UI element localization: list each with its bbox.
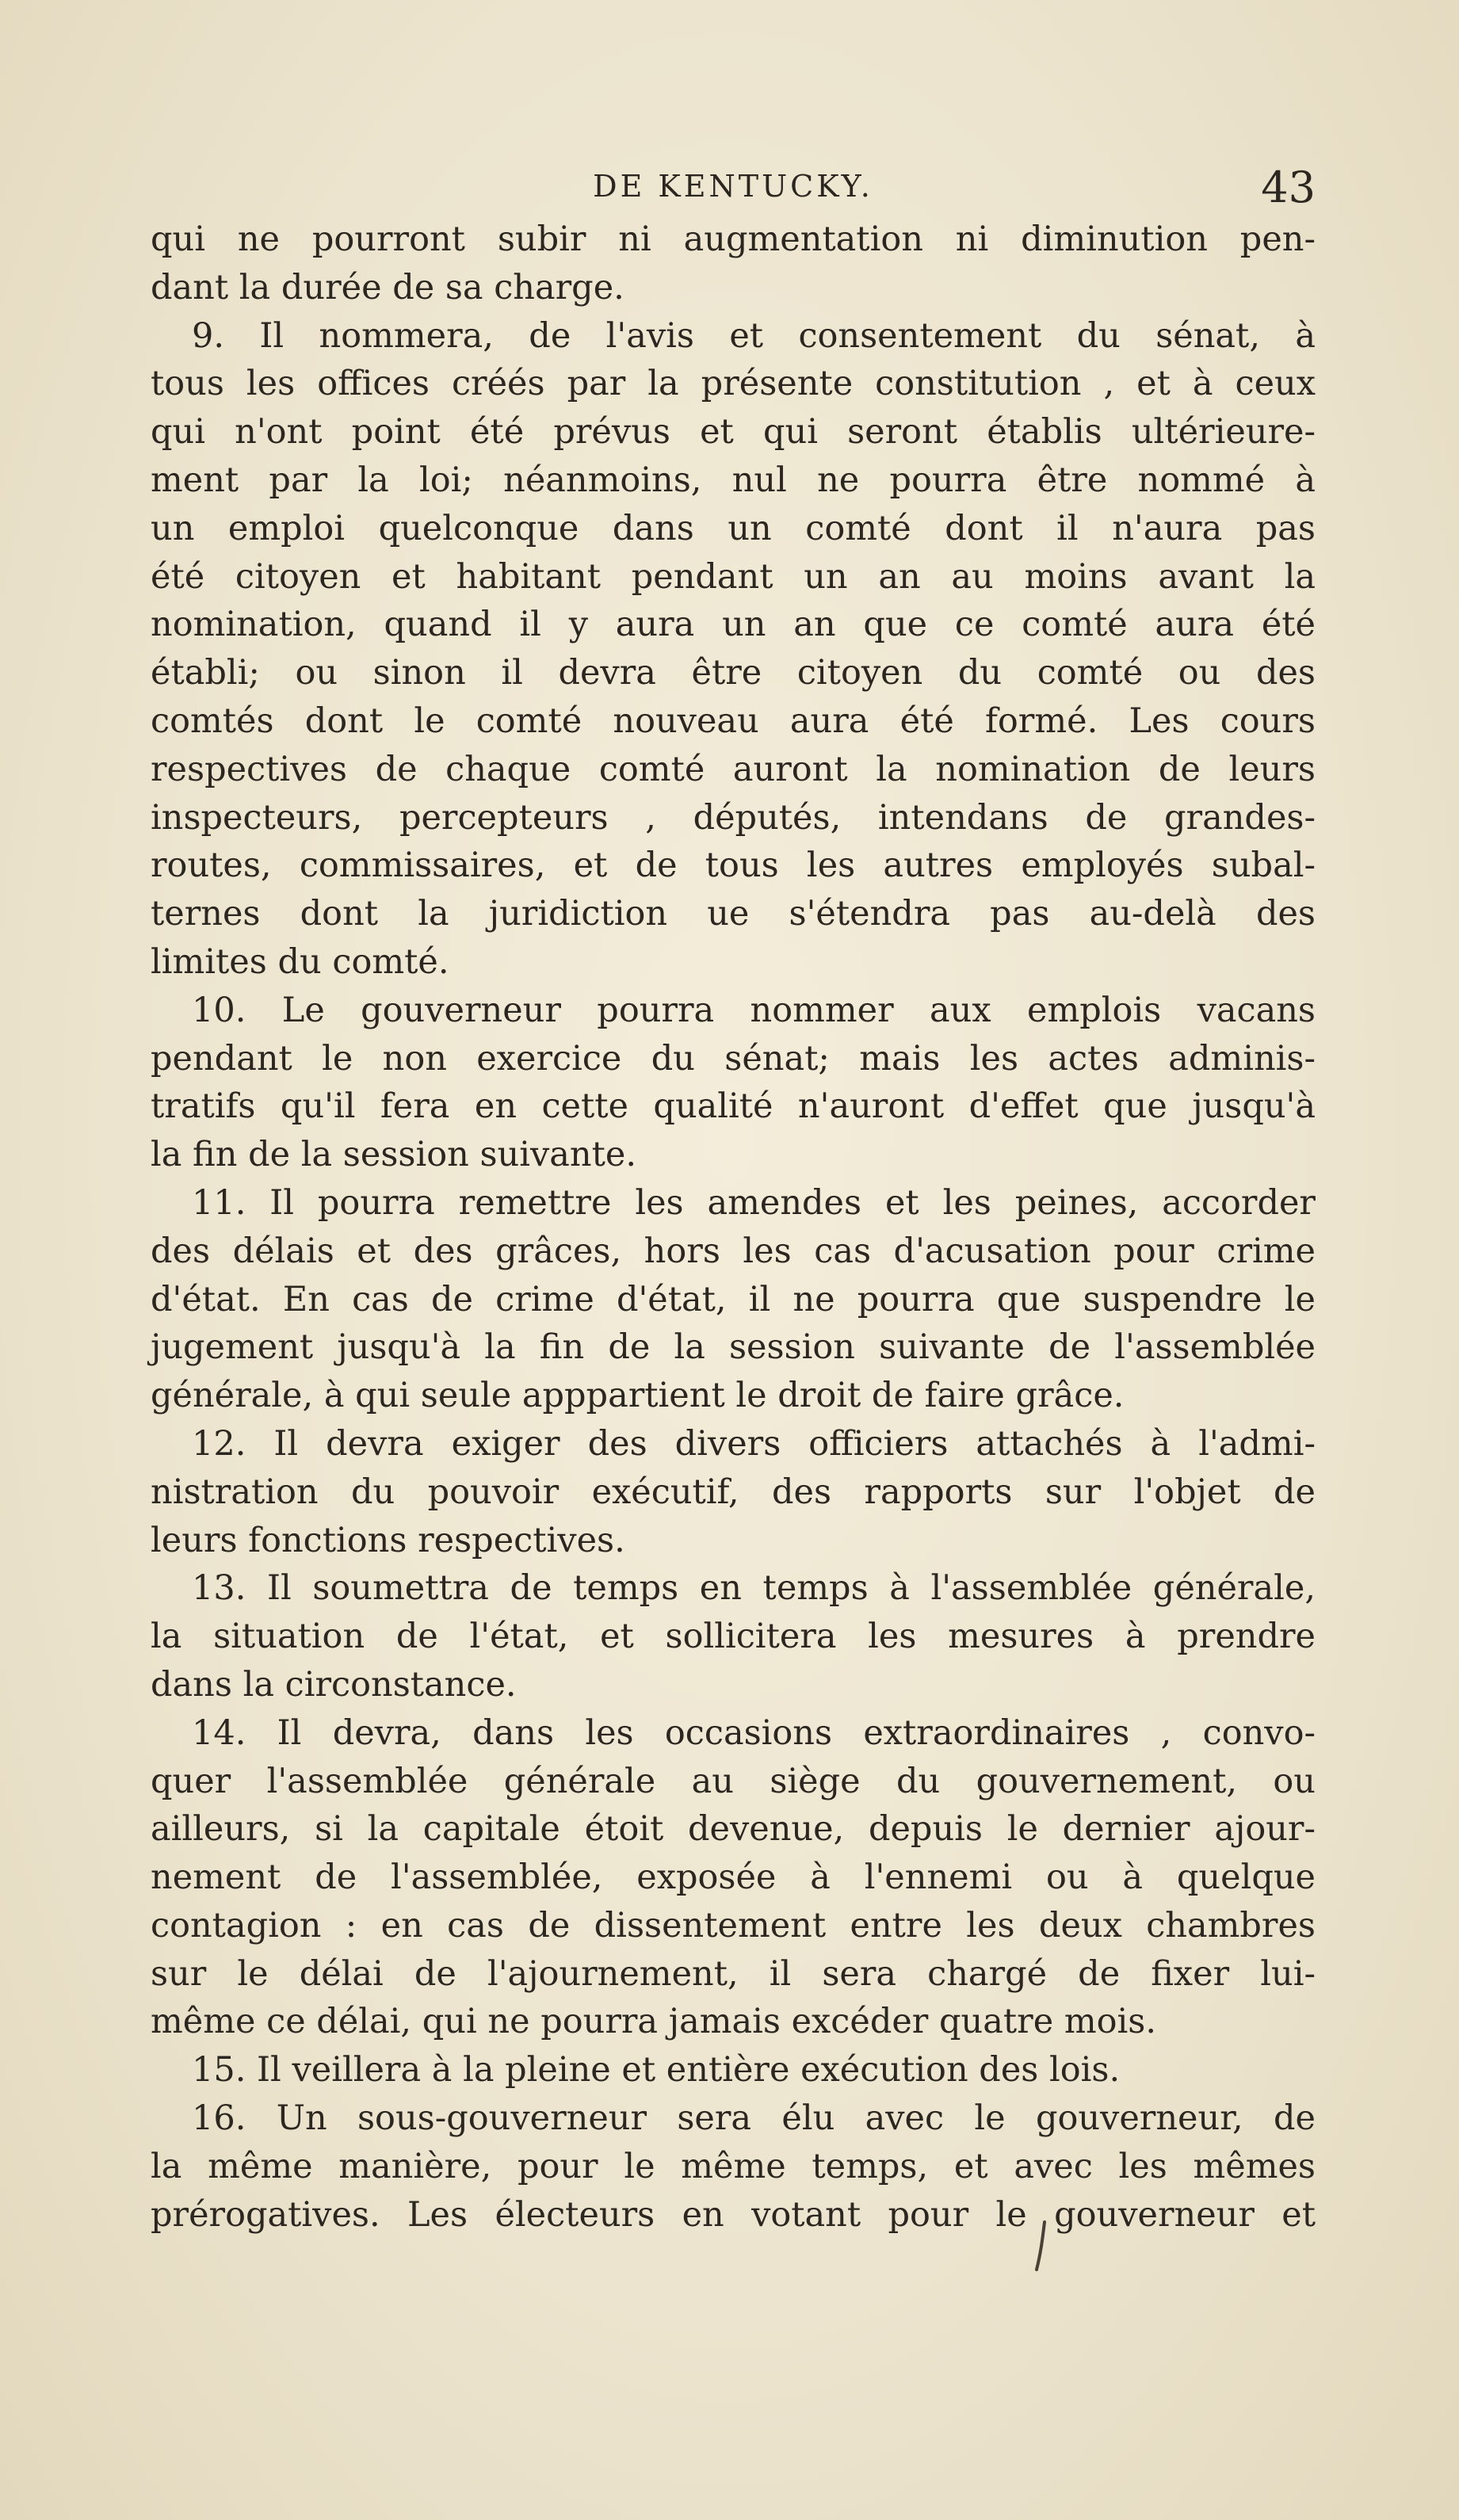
text-line: 15. Il veillera à la pleine et entière exécution des lois. bbox=[192, 2050, 1121, 2090]
text-line: la situation de l'état, et sollicitera les mesures à prendre bbox=[151, 1617, 1316, 1657]
text-line: d'état. En cas de crime d'état, il ne pourra que suspendre le bbox=[151, 1279, 1316, 1319]
text-line: 14. Il devra, dans les occasions extraordinaires , convo- bbox=[192, 1712, 1316, 1753]
text-line: nistration du pouvoir exécutif, des rapports sur l'objet de bbox=[151, 1472, 1316, 1512]
text-line: ailleurs, si la capitale étoit devenue, depuis le dernier ajour- bbox=[151, 1809, 1316, 1850]
text-line: des délais et des grâces, hors les cas d'acusation pour crime bbox=[151, 1231, 1316, 1271]
text-line: ternes dont la juridiction ue s'étendra pas au-delà des bbox=[151, 894, 1316, 934]
text-line: tratifs qu'il fera en cette qualité n'auront d'effet que jusqu'à bbox=[151, 1086, 1316, 1127]
text-line: 12. Il devra exiger des divers officiers attachés à l'admi- bbox=[192, 1423, 1316, 1464]
text-line: quer l'assemblée générale au siège du gouvernement, ou bbox=[151, 1761, 1316, 1801]
text-line: inspecteurs, percepteurs , députés, intendans de grandes- bbox=[151, 797, 1316, 838]
text-line: la même manière, pour le même temps, et avec les mêmes bbox=[151, 2146, 1316, 2186]
text-line: nement de l'assemblée, exposée à l'ennemi ou à quelque bbox=[151, 1858, 1316, 1898]
text-line: limites du comté. bbox=[151, 941, 449, 982]
text-line: tous les offices créés par la présente constitution , et à ceux bbox=[151, 364, 1316, 404]
text-line: 10. Le gouverneur pourra nommer aux emplois vacans bbox=[192, 990, 1316, 1030]
text-line: ment par la loi; néanmoins, nul ne pourra être nommé à bbox=[151, 460, 1316, 500]
page-header bbox=[151, 162, 1316, 218]
text-line: prérogatives. Les électeurs en votant pour le gouverneur et bbox=[151, 2194, 1316, 2235]
text-line: été citoyen et habitant pendant un an au moins avant la bbox=[151, 556, 1316, 597]
text-line: 9. Il nommera, de l'avis et consentement du sénat, à bbox=[192, 315, 1316, 356]
ink-mark bbox=[1030, 2219, 1054, 2274]
text-line: même ce délai, qui ne pourra jamais excéder quatre mois. bbox=[151, 2002, 1156, 2042]
text-line: routes, commissaires, et de tous les autres employés subal- bbox=[151, 846, 1316, 886]
page-number: 43 bbox=[1261, 162, 1316, 212]
text-line: sur le délai de l'ajournement, il sera chargé de fixer lui- bbox=[151, 1953, 1316, 1994]
text-line: 11. Il pourra remettre les amendes et les peines, accorder bbox=[192, 1182, 1316, 1223]
text-line: la fin de la session suivante. bbox=[151, 1135, 636, 1175]
text-line: qui n'ont point été prévus et qui seront établis ultérieure- bbox=[151, 412, 1316, 452]
text-line: contagion : en cas de dissentement entre les deux chambres bbox=[151, 1905, 1316, 1945]
body-text bbox=[151, 216, 1316, 2239]
text-line: nomination, quand il y aura un an que ce comté aura été bbox=[151, 605, 1316, 645]
text-line: jugement jusqu'à la fin de la session suivante de l'assemblée bbox=[151, 1327, 1316, 1368]
text-line: dans la circonstance. bbox=[151, 1664, 517, 1705]
text-line: dant la durée de sa charge. bbox=[151, 267, 624, 307]
text-line: établi; ou sinon il devra être citoyen du comté ou des bbox=[151, 653, 1316, 693]
text-line: 13. Il soumettra de temps en temps à l'assemblée générale, bbox=[192, 1568, 1316, 1609]
text-line: générale, à qui seule apppartient le droit de faire grâce. bbox=[151, 1376, 1125, 1416]
text-line: leurs fonctions respectives. bbox=[151, 1520, 625, 1560]
text-line: qui ne pourront subir ni augmentation ni diminution pen- bbox=[151, 220, 1316, 259]
text-line: un emploi quelconque dans un comté dont il n'aura pas bbox=[151, 508, 1316, 548]
text-line: pendant le non exercice du sénat; mais les actes adminis- bbox=[151, 1038, 1316, 1079]
text-line: comtés dont le comté nouveau aura été formé. Les cours bbox=[151, 701, 1316, 741]
text-line: respectives de chaque comté auront la nomination de leurs bbox=[151, 749, 1316, 789]
text-line: 16. Un sous-gouverneur sera élu avec le gouverneur, de bbox=[192, 2098, 1316, 2139]
running-head: DE KENTUCKY. bbox=[593, 169, 873, 204]
